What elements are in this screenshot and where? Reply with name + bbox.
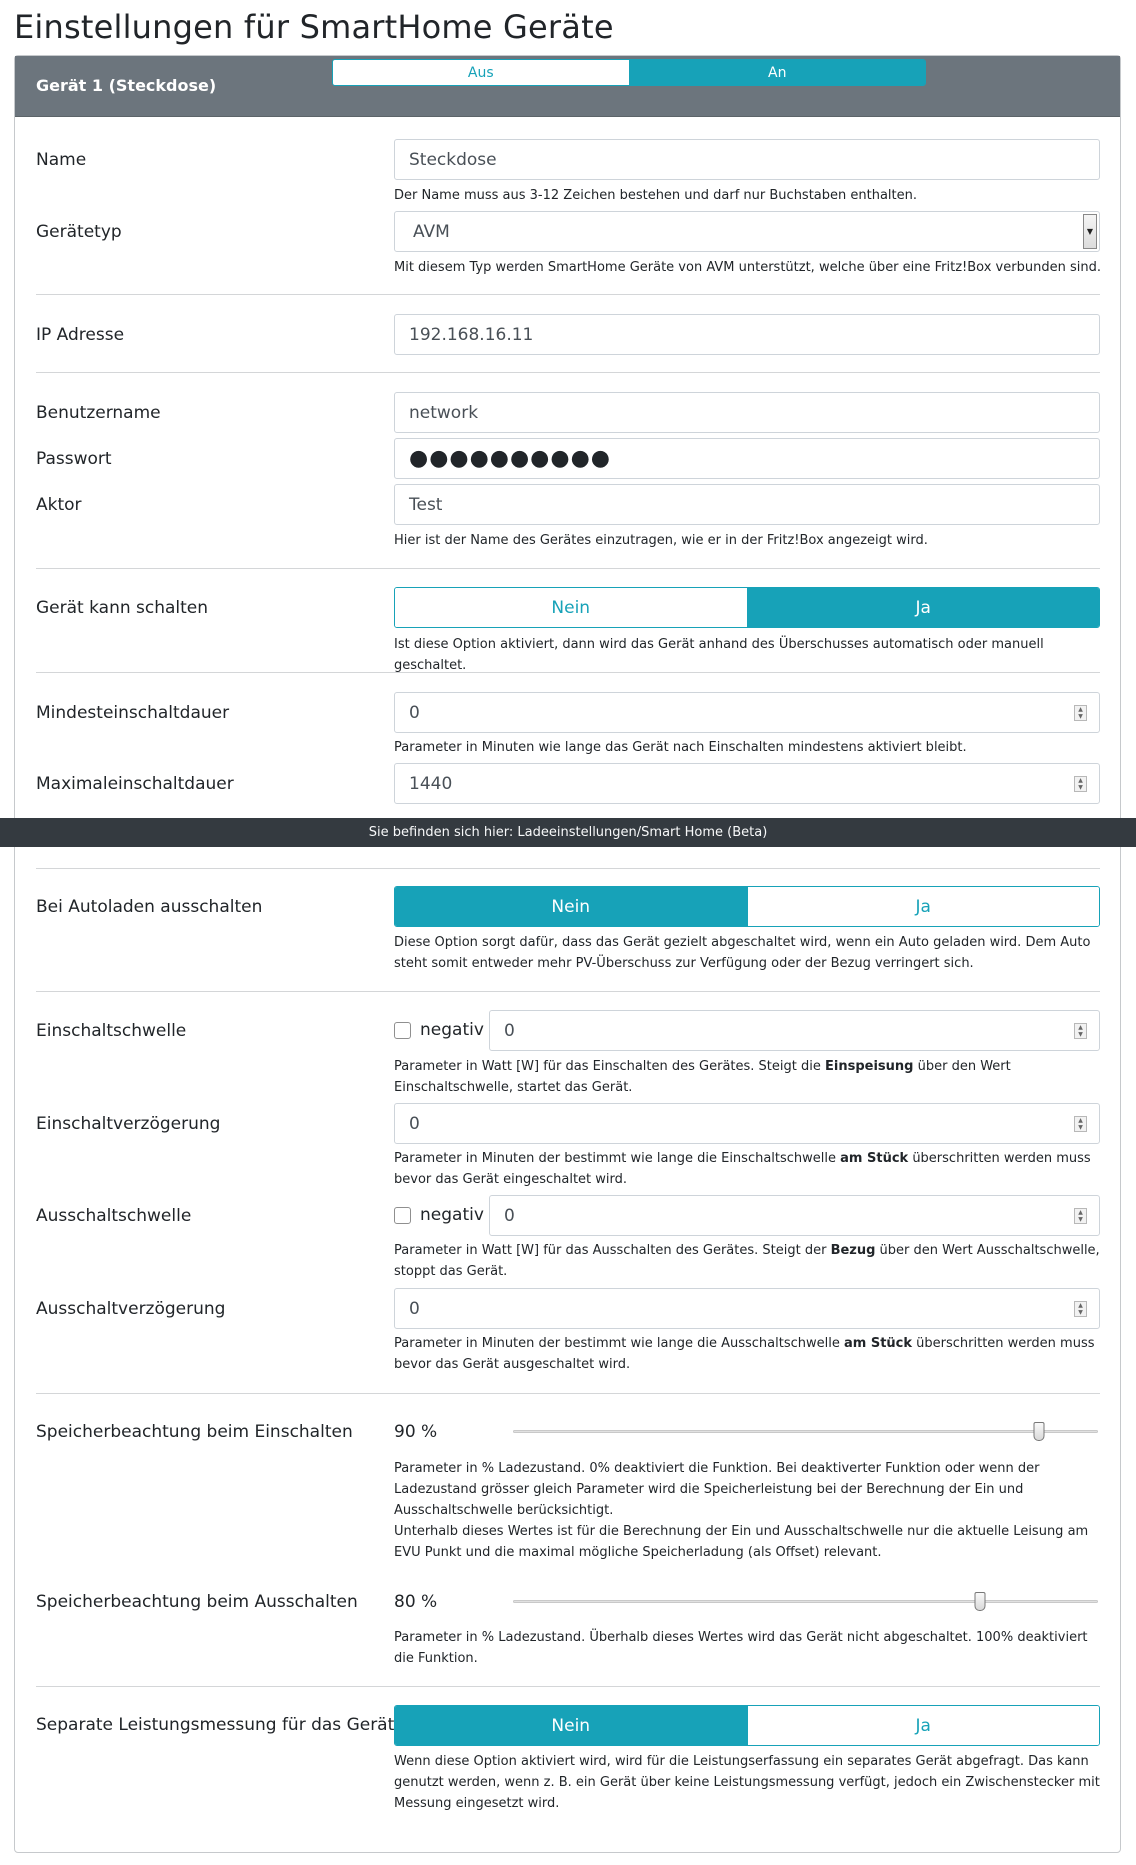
actor-input[interactable]: Test <box>394 484 1100 525</box>
can-switch-help: Ist diese Option aktiviert, dann wird das Gerät anhand des Überschusses automatisch oder manuell geschaltet. <box>394 637 1044 673</box>
device-title: Gerät 1 (Steckdose) <box>36 76 217 95</box>
negative-label: negativ <box>420 1020 484 1040</box>
can-switch-no-option[interactable]: Nein <box>395 588 747 627</box>
storage-on-label: Speicherbeachtung beim Einschalten <box>36 1422 353 1442</box>
storage-off-value: 80 % <box>394 1592 438 1612</box>
device-type-value: AVM <box>413 221 450 242</box>
number-spinner-icon[interactable]: ▲ ▼ <box>1074 1208 1087 1224</box>
help-emphasis: am Stück <box>844 1336 913 1351</box>
name-label: Name <box>36 150 87 170</box>
help-text: Parameter in Watt [W] für das Ausschalten des Gerätes. Steigt der <box>394 1243 831 1258</box>
off-delay-value: 0 <box>409 1298 420 1319</box>
off-delay-help <box>394 1333 1109 1375</box>
device-card-header <box>15 56 1120 117</box>
storage-off-help: Parameter in % Ladezustand. Überhalb dieses Wertes wird das Gerät nicht abgeschaltet. 100% deaktiviert die Funktion. <box>394 1630 1088 1666</box>
on-threshold-negative[interactable] <box>394 1020 484 1040</box>
autoload-off-toggle <box>394 886 1100 927</box>
help-emphasis: am Stück <box>840 1151 909 1166</box>
min-on-value: 0 <box>409 702 420 723</box>
help-paragraph: Unterhalb dieses Wertes ist für die Berechnung der Ein und Ausschaltschwelle nur die aktuelle Leisung am EVU Punkt und die maximal mögliche Speicherladung (als Offset) relevant. <box>394 1524 1089 1560</box>
dropdown-arrow-icon[interactable]: ▼ <box>1083 214 1097 249</box>
number-spinner-icon[interactable]: ▲ ▼ <box>1074 1116 1087 1132</box>
slider-thumb[interactable] <box>1033 1422 1044 1441</box>
can-switch-label: Gerät kann schalten <box>36 598 209 618</box>
username-input[interactable]: network <box>394 392 1100 433</box>
actor-label: Aktor <box>36 495 82 515</box>
storage-on-value: 90 % <box>394 1422 438 1442</box>
actor-help: Hier ist der Name des Gerätes einzutragen, wie er in der Fritz!Box angezeigt wird. <box>394 533 928 548</box>
negative-checkbox[interactable] <box>394 1022 411 1039</box>
separate-metering-label: Separate Leistungsmessung für das Gerät <box>36 1715 395 1735</box>
can-switch-yes-option[interactable]: Ja <box>747 588 1100 627</box>
name-input[interactable]: Steckdose <box>394 139 1100 180</box>
divider <box>36 372 1100 373</box>
on-delay-label: Einschaltverzögerung <box>36 1114 221 1134</box>
help-emphasis: Bezug <box>830 1243 876 1258</box>
off-delay-label: Ausschaltverzögerung <box>36 1299 226 1319</box>
autoload-off-no-option[interactable]: Nein <box>395 887 747 926</box>
off-threshold-value: 0 <box>504 1205 515 1226</box>
username-label: Benutzername <box>36 403 161 423</box>
on-delay-help <box>394 1148 1109 1190</box>
location-text: Sie befinden sich hier: Ladeeinstellungen/Smart Home (Beta) <box>368 825 768 840</box>
help-text: Parameter in Minuten der bestimmt wie lange die Ausschaltschwelle <box>394 1336 844 1351</box>
device-type-help: Mit diesem Typ werden SmartHome Geräte von AVM unterstützt, welche über eine Fritz!Box verbunden sind. <box>394 260 1101 275</box>
negative-label: negativ <box>420 1205 484 1225</box>
off-threshold-negative[interactable] <box>394 1205 484 1225</box>
on-threshold-help <box>394 1056 1109 1098</box>
help-text: überschritten werden muss bevor das Gerät eingeschaltet wird. <box>394 1151 1091 1187</box>
autoload-off-help: Diese Option sorgt dafür, dass das Gerät gezielt abgeschaltet wird, wenn ein Auto geladen wird. Dem Auto steht somit entweder mehr PV-Überschuss zur Verfügung oder der Bezug verringert sich. <box>394 935 1091 971</box>
number-spinner-icon[interactable]: ▲ ▼ <box>1074 705 1087 721</box>
separate-metering-help: Wenn diese Option aktiviert wird, wird für die Leistungserfassung ein separates Gerät abgefragt. Das kann genutzt werden, wenn z. B. ein Gerät über keine Leistungsmessung verfügt, jedoch ein Zwischenstecker mit Messung eingesetzt wird. <box>394 1754 1100 1811</box>
min-on-help: Parameter in Minuten wie lange das Gerät nach Einschalten mindestens aktiviert bleibt. <box>394 740 967 755</box>
divider <box>36 294 1100 295</box>
off-threshold-input[interactable] <box>489 1195 1100 1236</box>
slider-thumb[interactable] <box>975 1592 986 1611</box>
help-text: Parameter in Minuten der bestimmt wie lange die Einschaltschwelle <box>394 1151 841 1166</box>
on-threshold-value: 0 <box>504 1020 515 1041</box>
min-on-input[interactable] <box>394 692 1100 733</box>
password-label: Passwort <box>36 449 112 469</box>
on-delay-input[interactable] <box>394 1103 1100 1144</box>
separate-metering-no-option[interactable]: Nein <box>395 1706 747 1745</box>
can-switch-toggle <box>394 587 1100 628</box>
max-on-value: 1440 <box>409 773 453 794</box>
divider <box>36 868 1100 869</box>
divider <box>36 991 1100 992</box>
min-on-label: Mindesteinschaltdauer <box>36 703 230 723</box>
divider <box>36 568 1100 569</box>
autoload-off-yes-option[interactable]: Ja <box>747 887 1100 926</box>
number-spinner-icon[interactable]: ▲ ▼ <box>1074 776 1087 792</box>
divider <box>36 1393 1100 1394</box>
divider <box>36 1686 1100 1687</box>
name-help: Der Name muss aus 3-12 Zeichen bestehen und darf nur Buchstaben enthalten. <box>394 188 918 203</box>
off-delay-input[interactable] <box>394 1288 1100 1329</box>
device-type-label: Gerätetyp <box>36 222 122 242</box>
state-off-option[interactable]: Aus <box>333 60 629 85</box>
separate-metering-toggle <box>394 1705 1100 1746</box>
number-spinner-icon[interactable]: ▲ ▼ <box>1074 1023 1087 1039</box>
separate-metering-yes-option[interactable]: Ja <box>747 1706 1100 1745</box>
location-bar <box>0 818 1136 847</box>
help-emphasis: Einspeisung <box>825 1059 914 1074</box>
storage-on-slider[interactable] <box>513 1430 1098 1433</box>
autoload-off-label: Bei Autoladen ausschalten <box>36 897 263 917</box>
divider <box>36 672 1100 673</box>
max-on-input[interactable] <box>394 763 1100 804</box>
number-spinner-icon[interactable]: ▲ ▼ <box>1074 1301 1087 1317</box>
ip-input[interactable]: 192.168.16.11 <box>394 314 1100 355</box>
device-type-select[interactable] <box>394 211 1100 252</box>
on-threshold-input[interactable] <box>489 1010 1100 1051</box>
state-on-option[interactable]: An <box>629 60 926 85</box>
page-title: Einstellungen für SmartHome Geräte <box>14 8 614 46</box>
max-on-label: Maximaleinschaltdauer <box>36 774 234 794</box>
help-paragraph: Parameter in % Ladezustand. 0% deaktiviert die Funktion. Bei deaktiverter Funktion oder wenn der Ladezustand grösser gleich Parameter wird die Speicherleistung bei der Berechnung der Ein und Ausschaltschwelle berücksichtigt. <box>394 1461 1040 1518</box>
storage-on-help <box>394 1458 1109 1563</box>
password-input[interactable]: ●●●●●●●●●● <box>394 438 1100 479</box>
negative-checkbox[interactable] <box>394 1207 411 1224</box>
help-text: über den Wert Einschaltschwelle, startet das Gerät. <box>394 1059 1011 1095</box>
device-state-toggle <box>332 59 926 86</box>
help-text: Parameter in Watt [W] für das Einschalten des Gerätes. Steigt die <box>394 1059 825 1074</box>
storage-off-label: Speicherbeachtung beim Ausschalten <box>36 1592 358 1612</box>
off-threshold-label: Ausschaltschwelle <box>36 1206 192 1226</box>
storage-off-slider[interactable] <box>513 1600 1098 1603</box>
help-text: über den Wert Ausschaltschwelle, stoppt das Gerät. <box>394 1243 1100 1279</box>
on-threshold-label: Einschaltschwelle <box>36 1021 187 1041</box>
on-delay-value: 0 <box>409 1113 420 1134</box>
off-threshold-help <box>394 1240 1109 1282</box>
ip-label: IP Adresse <box>36 325 125 345</box>
help-text: überschritten werden muss bevor das Gerät ausgeschaltet wird. <box>394 1336 1095 1372</box>
